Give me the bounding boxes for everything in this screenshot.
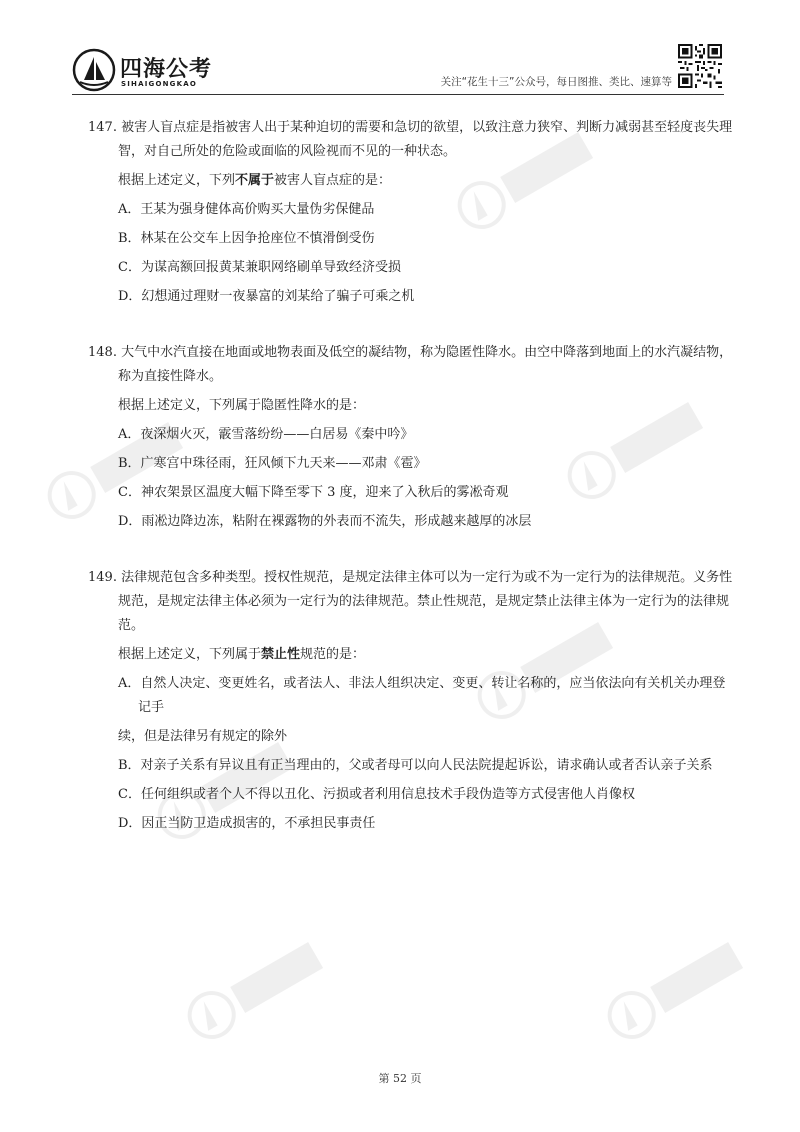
prompt-text: 被害人盲点症的是：: [274, 173, 392, 188]
prompt-emphasis: 不属于: [235, 173, 275, 188]
prompt-emphasis: 禁止性: [261, 647, 301, 662]
option-a: A．王某为强身健体高价购买大量伪劣保健品: [118, 202, 375, 217]
option-d: D．雨凇边降边冻，粘附在裸露物的外表而不流失，形成越来越厚的冰层: [118, 514, 532, 529]
option-c: C．为谋高额回报黄某兼职网络刷单导致经济受损: [118, 260, 401, 275]
option-d: D．幻想通过理财一夜暴富的刘某给了骗子可乘之机: [118, 289, 415, 304]
option-a: A．自然人决定、变更姓名，或者法人、非法人组织决定、变更、转让名称的，应当依法向有关机关办理登记手: [118, 676, 726, 715]
page-header: [0, 0, 800, 100]
prompt-text: 规范的是：: [300, 647, 366, 662]
question-stem: [88, 116, 733, 164]
option-a-continuation: 续，但是法律另有规定的除外: [118, 729, 288, 744]
question-149: [88, 566, 733, 836]
question-prompt: [88, 643, 733, 667]
question-147: [88, 116, 733, 309]
question-148: [88, 341, 733, 534]
brand-subtext: SIHAIGONGKAO: [121, 80, 198, 88]
header-divider: [72, 94, 724, 95]
option-b: B．林某在公交车上因争抢座位不慎滑倒受伤: [118, 231, 375, 246]
prompt-text: 根据上述定义，下列: [118, 173, 236, 188]
question-number: 148.: [88, 345, 117, 360]
question-list: [88, 116, 733, 868]
qr-code-icon: [678, 44, 722, 88]
question-stem: [88, 566, 733, 638]
question-prompt: 根据上述定义，下列属于隐匿性降水的是：: [118, 398, 366, 413]
question-text: 被害人盲点症是指被害人出于某种迫切的需要和急切的欲望，以致注意力狭窄、判断力减弱甚至轻度丧失理智，对自己所处的危险或面临的风险视而不见的一种状态。: [118, 120, 733, 159]
question-stem: [88, 341, 733, 389]
option-c: C．任何组织或者个人不得以丑化、污损或者利用信息技术手段伪造等方式侵害他人肖像权: [118, 787, 635, 802]
header-tagline: 关注“花生十三”公众号，每日图推、类比、速算等: [440, 76, 672, 88]
option-b: B．广寒宫中珠径雨，狂风倾下九天来——邓肃《雹》: [118, 456, 427, 471]
sail-logo-icon: [72, 48, 116, 92]
question-prompt: [88, 169, 733, 193]
question-text: 法律规范包含多种类型。授权性规范，是规定法律主体可以为一定行为或不为一定行为的法律规范。义务性规范，是规定法律主体必须为一定行为的法律规范。禁止性规范，是规定禁止法律主体为一定行为的法律规范。: [118, 570, 733, 633]
brand-logo: [72, 48, 222, 94]
question-number: 149.: [88, 570, 117, 585]
brand-name: 四海公考: [120, 57, 213, 82]
option-b: B．对亲子关系有异议且有正当理由的，父或者母可以向人民法院提起诉讼，请求确认或者否认亲子关系: [118, 758, 713, 773]
page-number: 第 52 页: [378, 1072, 422, 1085]
question-number: 147.: [88, 120, 117, 135]
prompt-text: 根据上述定义，下列属于: [118, 647, 262, 662]
question-text: 大气中水汽直接在地面或地物表面及低空的凝结物，称为隐匿性降水。由空中降落到地面上的水汽凝结物，称为直接性降水。: [118, 345, 733, 384]
watermark-logo-icon: [175, 927, 335, 1054]
watermark-logo-icon: [595, 927, 755, 1054]
option-d: D．因正当防卫造成损害的，不承担民事责任: [118, 816, 376, 831]
option-c: C．神农架景区温度大幅下降至零下 3 度，迎来了入秋后的雾凇奇观: [118, 485, 509, 500]
option-a: A．夜深烟火灭，霰雪落纷纷——白居易《秦中吟》: [118, 427, 414, 442]
